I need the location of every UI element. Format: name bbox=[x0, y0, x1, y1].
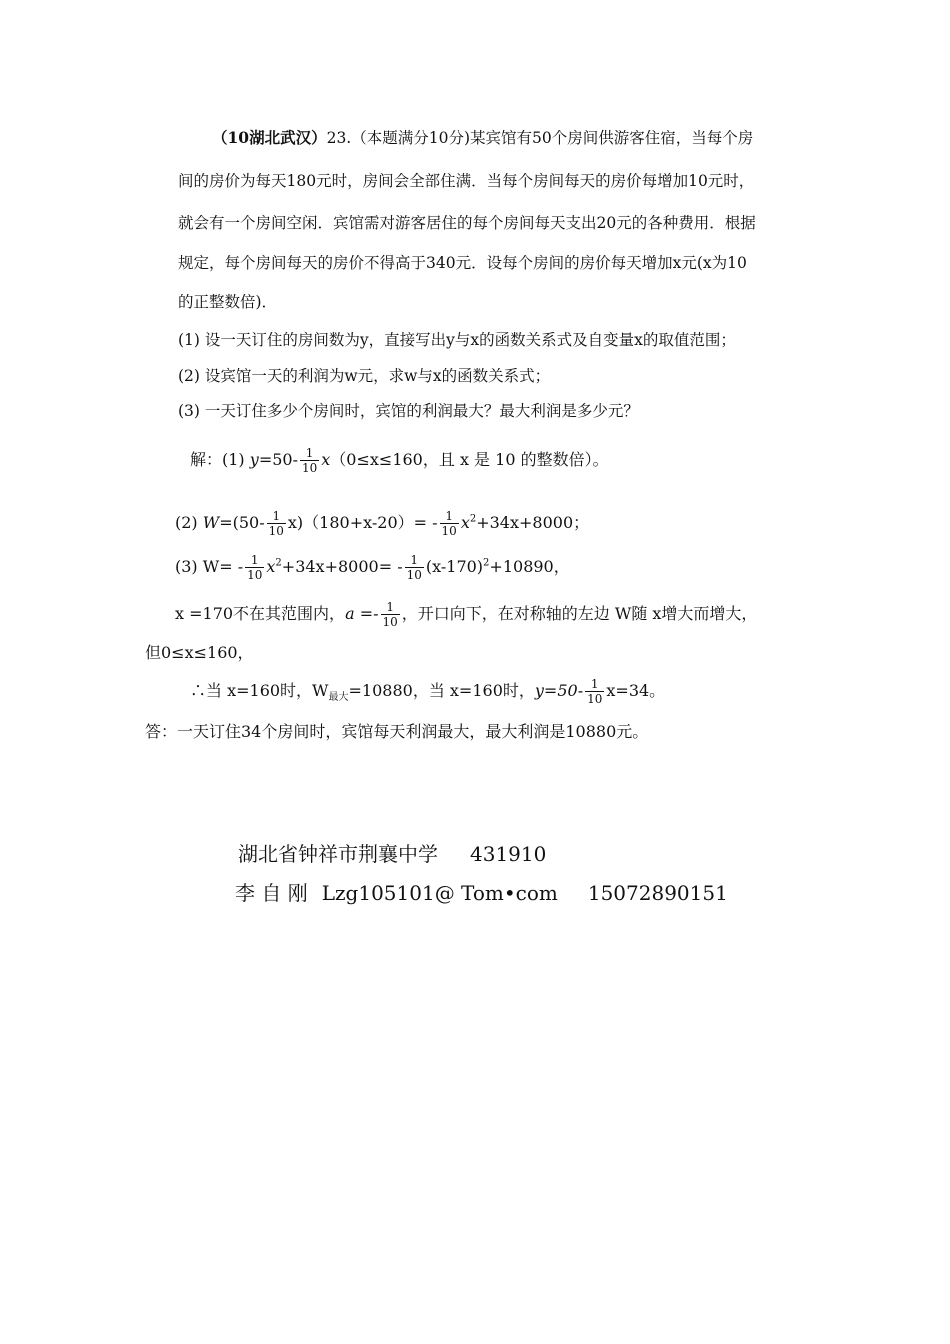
denominator: 10 bbox=[587, 692, 603, 706]
text: =(50- bbox=[219, 513, 265, 532]
solution-label: (3) bbox=[175, 557, 203, 576]
text: y=50- bbox=[534, 681, 584, 700]
denominator: 10 bbox=[301, 461, 318, 475]
problem-source: （10湖北武汉） bbox=[212, 128, 327, 147]
solution-part-3 bbox=[175, 553, 570, 582]
problem-line-2: 间的房价为每天180元时，房间会全部住满．当每个房间每天的房价每增加10元时， bbox=[178, 172, 755, 190]
footer-school-line bbox=[238, 841, 546, 867]
problem-line-3: 就会有一个房间空闲．宾馆需对游客居住的每个房间每天支出20元的各种费用．根据 bbox=[178, 214, 756, 232]
solution-part-4 bbox=[175, 600, 757, 629]
var-x: x bbox=[321, 450, 331, 469]
text: W= - bbox=[202, 557, 244, 576]
question-3: (3) 一天订住多少个房间时，宾馆的利润最大？最大利润是多少元？ bbox=[178, 402, 639, 420]
denominator: 10 bbox=[441, 524, 457, 538]
numerator: 1 bbox=[405, 553, 424, 568]
text: =10880，当 x=160时， bbox=[348, 681, 535, 700]
numerator: 1 bbox=[585, 677, 604, 692]
footer-author-line bbox=[235, 880, 728, 906]
denominator: 10 bbox=[382, 615, 398, 629]
solution-part-6 bbox=[190, 677, 665, 708]
question-2: (2) 设宾馆一天的利润为w元，求w与x的函数关系式； bbox=[178, 367, 551, 385]
solution-part-2 bbox=[175, 509, 589, 538]
problem-line-1 bbox=[212, 128, 753, 148]
text: x =170不在其范围内， bbox=[175, 604, 346, 623]
answer: 答：一天订住34个房间时，宾馆每天利润最大，最大利润是10880元。 bbox=[145, 722, 649, 741]
fraction bbox=[585, 677, 604, 706]
problem-line-5: 的正整数倍)． bbox=[178, 293, 278, 311]
text: ，开口向下，在对称轴的左边 W随 x增大而增大， bbox=[401, 604, 758, 623]
text: =50- bbox=[258, 450, 298, 469]
range-text: （0≤x≤160，且 x 是 10 的整数倍）。 bbox=[330, 450, 609, 469]
numerator: 1 bbox=[300, 446, 319, 461]
problem-line-4: 规定，每个房间每天的房价不得高于340元．设每个房间的房价每天增加x元(x为10 bbox=[178, 254, 747, 272]
text: (x-170) bbox=[425, 557, 484, 576]
var-W: W bbox=[202, 513, 220, 532]
numerator: 1 bbox=[267, 509, 286, 524]
numerator: 1 bbox=[440, 509, 459, 524]
solution-part-5: 但0≤x≤160， bbox=[145, 643, 254, 662]
phone: 15072890151 bbox=[587, 881, 728, 905]
postcode: 431910 bbox=[470, 842, 547, 866]
author-name: 李 自 刚 bbox=[235, 881, 308, 905]
solution-label: (2) bbox=[175, 513, 203, 532]
text: +34x+8000； bbox=[476, 513, 590, 532]
denominator: 10 bbox=[247, 568, 263, 582]
exponent: 2 bbox=[483, 557, 490, 569]
exponent: 2 bbox=[469, 513, 477, 525]
numerator: 1 bbox=[381, 600, 400, 615]
fraction bbox=[245, 553, 264, 582]
text: +10890， bbox=[489, 557, 570, 576]
numerator: 1 bbox=[245, 553, 264, 568]
var-x: x bbox=[460, 513, 470, 532]
var-x: x bbox=[266, 557, 276, 576]
question-1: (1) 设一天订住的房间数为y，直接写出y与x的函数关系式及自变量x的取值范围； bbox=[178, 331, 736, 349]
text: x=34。 bbox=[606, 681, 666, 700]
text: +34x+8000= - bbox=[281, 557, 403, 576]
denominator: 10 bbox=[268, 524, 284, 538]
text: x)（180+x-20）= - bbox=[287, 513, 438, 532]
subscript: 最大 bbox=[328, 692, 349, 704]
solution-part-1 bbox=[190, 446, 609, 475]
var-y: y bbox=[249, 450, 259, 469]
denominator: 10 bbox=[406, 568, 422, 582]
fraction bbox=[405, 553, 424, 582]
solution-label: 解：(1) bbox=[190, 450, 250, 469]
exponent: 2 bbox=[275, 557, 282, 569]
text: ∴当 x=160时，W bbox=[190, 681, 329, 700]
email: Lzg105101@ Tom•com bbox=[321, 881, 558, 905]
fraction bbox=[267, 509, 286, 538]
fraction bbox=[381, 600, 400, 629]
school-name: 湖北省钟祥市荆襄中学 bbox=[238, 842, 438, 866]
coefficient-a: a =- bbox=[345, 604, 379, 623]
fraction bbox=[440, 509, 459, 538]
problem-text: 23.（本题满分10分)某宾馆有50个房间供游客住宿，当每个房 bbox=[326, 129, 754, 147]
fraction bbox=[300, 446, 319, 475]
